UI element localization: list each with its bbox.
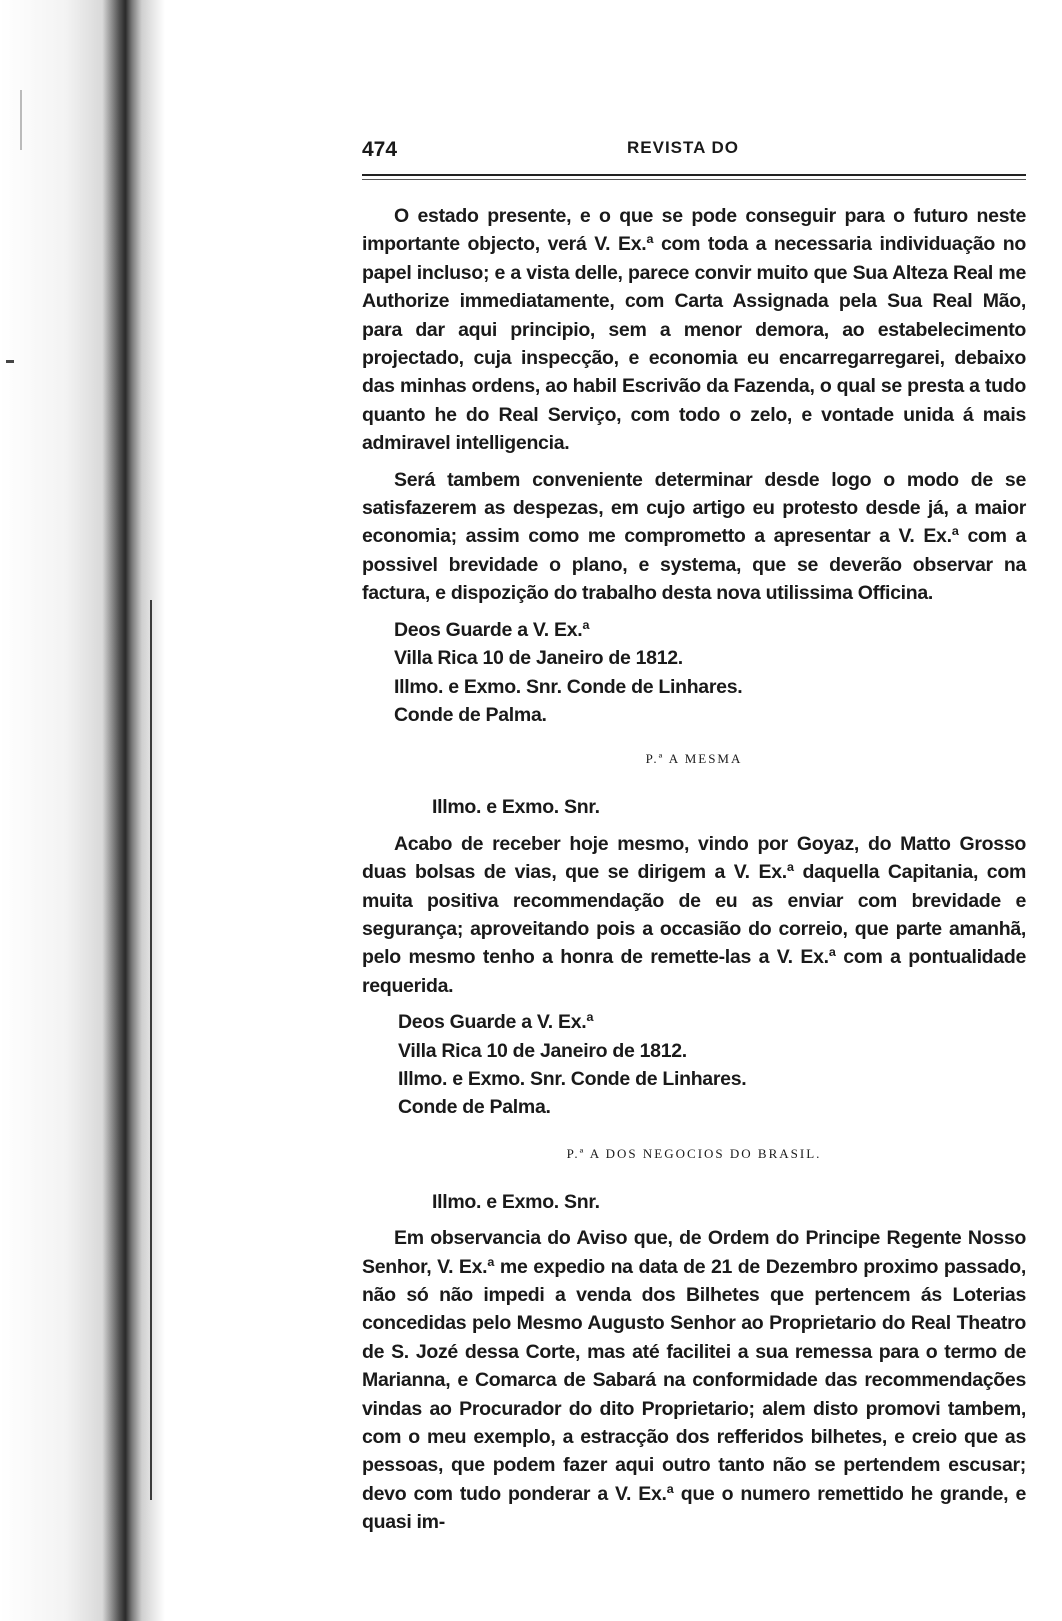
page — [362, 138, 1026, 1537]
header-rule — [362, 174, 1026, 180]
paragraph: O estado presente, e o que se pode conseguir para o futuro neste importante objecto, verá V. Ex.ª com toda a necessaria individuação no papel incluso; e a vista delle, parece convir muito que Sua Alteza Real me Authorize immediatamente, com Carta Assignada pela Sua Real Mão, para dar aqui principio, sem a menor demora, ao estabelecimento projectado, cuja inspecção, e economia eu encarregarregarei, debaixo das minhas ordens, ao habil Escrivão da Fazenda, o qual se presta a tudo quanto he do Real Serviço, com todo o zelo, e vontade unida á mais admiravel intelligencia. — [362, 205, 1026, 455]
salutation: Illmo. e Exmo. Snr. — [432, 796, 600, 819]
date: Villa Rica 10 de Janeiro de 1812. — [398, 1039, 687, 1062]
paragraph: Será tambem conveniente determinar desde logo o modo de se satisfazerem as despezas, em cujo artigo eu protesto desde já, a maior economia; assim como me comprometto a apresentar a V. Ex.ª com a possivel brevidade o plano, e systema, que se deverão observar na factura, e dispozição do trabalho desta nova utilissima Officina. — [362, 468, 1026, 605]
paragraph: Em observancia do Aviso que, de Ordem do Principe Regente Nosso Senhor, V. Ex.ª me expedio na data de 21 de Dezembro proximo passado, não só não impedi a venda dos Bilhetes que pertencem ás Loterias concedidas pelo Mesmo Augusto Senhor ao Proprietario do Real Theatro de S. Jozé dessa Corte, mas até facilitei a sua remessa para o termo de Marianna, e Comarca de Sabará na conformidade das recommendações vindas ao Procurador do dito Proprietario; alem disto promovi tambem, com o meu exemplo, a estracção dos refferidos bilhetes, e creio que as pessoas, que podem fazer aqui outro tanto não se pertendem escusar; devo com tudo ponderar a V. Ex.ª que o numero remettido he grande, e quasi im- — [362, 1227, 1026, 1534]
book-gutter — [0, 0, 165, 1621]
salutation: Illmo. e Exmo. Snr. — [432, 1190, 600, 1213]
running-title: REVISTA DO — [627, 138, 740, 157]
signature: Conde de Palma. — [398, 1096, 551, 1119]
page-number: 474 — [362, 138, 398, 161]
letter-1 — [362, 202, 1026, 729]
addressee: Illmo. e Exmo. Snr. Conde de Linhares. — [394, 675, 743, 698]
scan-mark — [20, 90, 22, 150]
signature: Conde de Palma. — [394, 703, 547, 726]
scan-mark — [6, 360, 14, 363]
letter-2 — [362, 793, 1026, 1121]
page-header — [362, 138, 1026, 172]
paragraph: Acabo de receber hoje mesmo, vindo por Goyaz, do Matto Grosso duas bolsas de vias, que se dirigem a V. Ex.ª daquella Capitania, com muita positiva recommendação de eu as enviar com brevidade e segurança; aproveitando pois a occasião do correio, que parte amanhã, pelo mesmo tenho a honra de remette-las a V. Ex.ª com a pontualidade requerida. — [362, 832, 1026, 997]
letter-3 — [362, 1188, 1026, 1537]
scan-mark — [150, 600, 152, 1500]
date: Villa Rica 10 de Janeiro de 1812. — [394, 647, 683, 670]
section-heading: P.ª A MESMA — [645, 751, 743, 767]
closing: Deos Guarde a V. Ex.ª — [398, 1011, 594, 1034]
section-heading: P.ª A DOS NEGOCIOS DO BRASIL. — [566, 1145, 822, 1161]
addressee: Illmo. e Exmo. Snr. Conde de Linhares. — [398, 1067, 747, 1090]
closing: Deos Guarde a V. Ex.ª — [394, 618, 590, 641]
